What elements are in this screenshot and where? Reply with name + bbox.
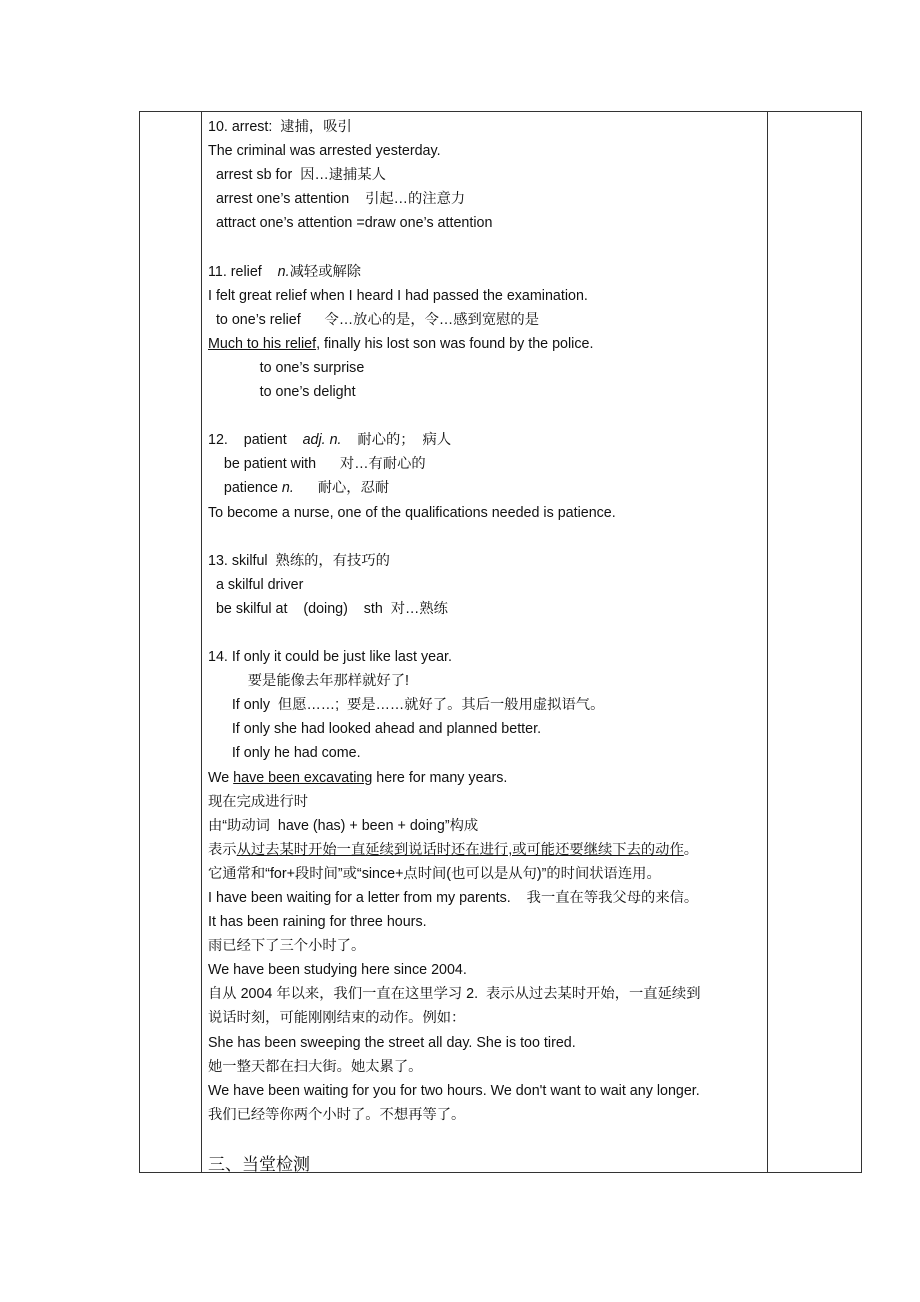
text-line — [208, 211, 773, 235]
line-text: be patient with 对…有耐心的 — [208, 456, 426, 473]
column-divider-left — [201, 112, 202, 1172]
section-heading: 三、当堂检测 — [208, 1155, 310, 1175]
line-text: here for many years. — [372, 769, 508, 786]
line-text: If only he had come. — [208, 745, 361, 762]
text-line — [208, 717, 773, 741]
blank-line — [208, 525, 773, 549]
text-line — [208, 934, 773, 958]
line-text: She has been sweeping the street all day. She is too tired. — [208, 1034, 576, 1051]
text-line — [208, 549, 773, 573]
blank-line — [208, 1127, 773, 1151]
line-text: 10. arrest: 逮捕，吸引 — [208, 119, 352, 135]
line-text: 11. relief — [208, 263, 278, 280]
line-text: a skilful driver — [208, 576, 304, 593]
line-text: 自从 2004 年以来，我们一直在这里学习 2. 表示从过去某时开始，一直延续到 — [208, 986, 701, 1003]
line-text: I felt great relief when I heard I had passed the examination. — [208, 287, 588, 304]
text-line — [208, 260, 773, 284]
text-line — [208, 958, 773, 982]
text-line — [208, 380, 773, 404]
underlined-text: have been excavating — [233, 769, 373, 786]
text-line — [208, 452, 773, 476]
text-line — [208, 982, 773, 1006]
text-line — [208, 501, 773, 525]
line-text: 13. skilful 熟练的，有技巧的 — [208, 552, 390, 569]
line-text: 12. patient — [208, 432, 303, 449]
line-text: If only she had looked ahead and planned better. — [208, 721, 542, 738]
text-line — [208, 1031, 773, 1055]
line-text: If only 但愿……; 要是……就好了。其后一般用虚拟语气。 — [208, 697, 605, 714]
text-line — [208, 910, 773, 934]
text-line — [208, 115, 773, 139]
text-line — [208, 356, 773, 380]
text-line — [208, 790, 773, 814]
line-text: to one’s delight — [208, 384, 356, 401]
text-line — [208, 645, 773, 669]
text-line — [208, 693, 773, 717]
text-line — [208, 1103, 773, 1127]
line-text: n. — [281, 480, 294, 497]
line-text: We — [208, 769, 234, 786]
lesson-content — [208, 115, 773, 1178]
underlined-text: Much to his relief — [208, 335, 317, 352]
line-text: We have been studying here since 2004. — [208, 962, 467, 979]
text-line — [208, 139, 773, 163]
text-line — [208, 886, 773, 910]
line-text: patience — [208, 480, 282, 497]
text-line — [208, 332, 773, 356]
line-text: 要是能像去年那样就好了! — [208, 673, 409, 690]
line-text: to one’s relief 令…放心的是，令…感到宽慰的是 — [208, 311, 540, 328]
lesson-table — [139, 111, 862, 1173]
line-text: arrest one’s attention 引起…的注意力 — [208, 191, 466, 208]
text-line — [208, 741, 773, 765]
text-line — [208, 573, 773, 597]
line-text: 耐心，忍耐 — [293, 480, 390, 497]
text-line — [208, 597, 773, 621]
line-text: 雨已经下了三个小时了。 — [208, 938, 366, 955]
line-text: The criminal was arrested yesterday. — [208, 143, 441, 160]
line-text: 由“助动词 have (has) + been + doing”构成 — [208, 817, 479, 834]
line-text: To become a nurse, one of the qualifications needed is patience. — [208, 504, 616, 521]
text-line — [208, 1006, 773, 1030]
underlined-text: 从过去某时开始一直延续到说话时还在进行,或可能还要继续下去的动作 — [236, 841, 684, 858]
line-text: 我们已经等你两个小时了。不想再等了。 — [208, 1106, 466, 1123]
line-text: 。 — [683, 841, 699, 858]
text-line — [208, 814, 773, 838]
line-text: It has been raining for three hours. — [208, 914, 427, 931]
text-line — [208, 669, 773, 693]
text-line — [208, 163, 773, 187]
line-text: arrest sb for 因…逮捕某人 — [208, 167, 386, 184]
line-text: 说话时刻，可能刚刚结束的动作。例如： — [208, 1010, 466, 1027]
line-text: to one’s surprise — [208, 359, 365, 376]
line-text: We have been waiting for you for two hours. We don't want to wait any longer. — [208, 1082, 700, 1099]
text-line — [208, 187, 773, 211]
line-text: adj. n. — [302, 432, 342, 449]
text-line — [208, 766, 773, 790]
line-text: I have been waiting for a letter from my parents. 我一直在等我父母的来信。 — [208, 890, 699, 906]
line-text: 表示 — [208, 841, 237, 858]
line-text: be skilful at (doing) sth 对…熟练 — [208, 600, 448, 617]
line-text: n. — [277, 263, 290, 280]
line-text: 它通常和“for+段时间”或“since+点时间(也可以是从句)”的时间状语连用。 — [208, 865, 661, 882]
line-text: 现在完成进行时 — [208, 793, 309, 810]
text-line — [208, 428, 773, 452]
text-line — [208, 862, 773, 886]
blank-line — [208, 404, 773, 428]
line-text: 她一整天都在扫大街。她太累了。 — [208, 1058, 423, 1075]
text-line — [208, 838, 773, 862]
line-text: attract one’s attention =draw one’s attention — [208, 215, 493, 232]
blank-line — [208, 235, 773, 259]
text-line — [208, 1079, 773, 1103]
line-text: 耐心的； 病人 — [341, 432, 452, 449]
line-text: , finally his lost son was found by the police. — [316, 335, 594, 352]
text-line — [208, 308, 773, 332]
text-line — [208, 476, 773, 500]
blank-line — [208, 621, 773, 645]
line-text: 减轻或解除 — [289, 263, 362, 280]
text-line — [208, 1055, 773, 1079]
text-line — [208, 284, 773, 308]
line-text: 14. If only it could be just like last year. — [208, 649, 452, 666]
